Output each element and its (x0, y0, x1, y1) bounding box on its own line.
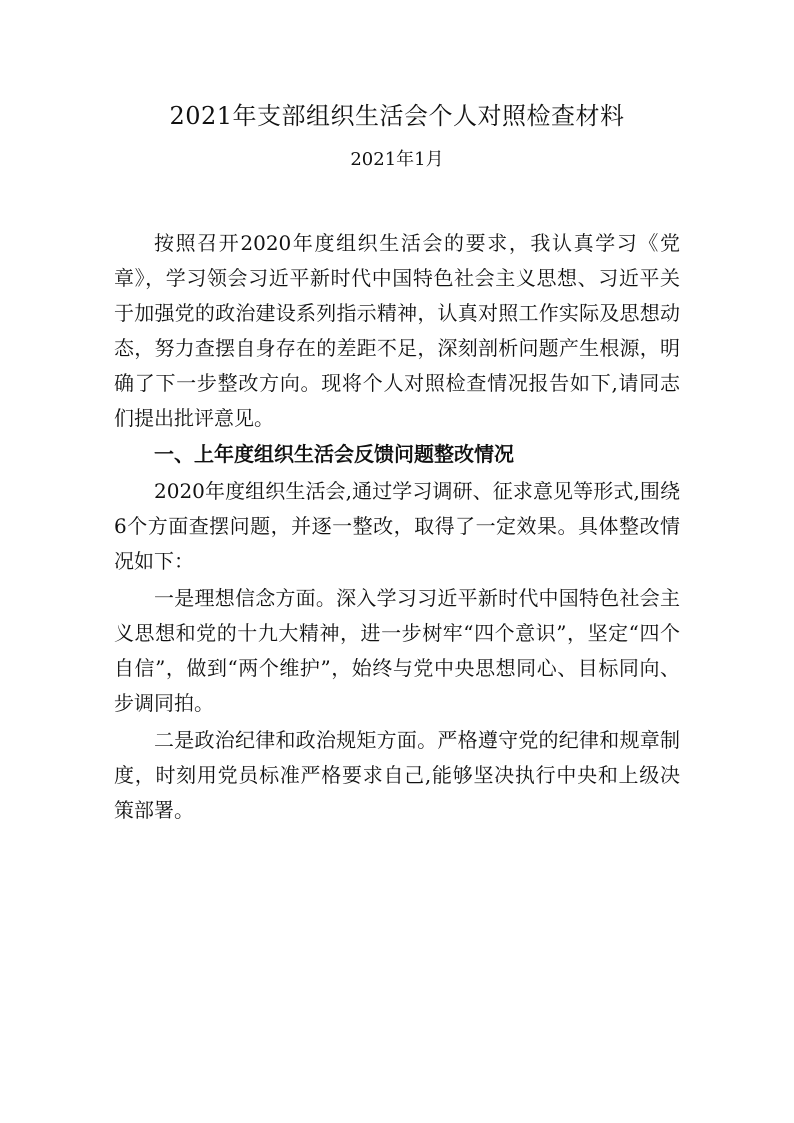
item-paragraph-discipline: 二是政治纪律和政治规矩方面。严格遵守党的纪律和规章制度，时刻用党员标准严格要求自己,能够坚决执行中央和上级决策部署。 (114, 728, 680, 822)
document-body (114, 226, 680, 828)
item-paragraph-ideals: 一是理想信念方面。深入学习习近平新时代中国特色社会主义思想和党的十九大精神，进一步树牢“四个意识”，坚定“四个自信”，做到“两个维护”，始终与党中央思想同心、目标同向、步调同拍。 (114, 586, 680, 715)
document-date: 2021年1月 (350, 149, 444, 170)
section-heading: 一、上年度组织生活会反馈问题整改情况 (154, 442, 514, 466)
section-intro-paragraph: 2020年度组织生活会,通过学习调研、征求意见等形式,围绕6个方面查摆问题，并逐一整改，取得了一定效果。具体整改情况如下： (114, 479, 680, 573)
document-title: 2021年支部组织生活会个人对照检查材料 (169, 102, 625, 130)
intro-paragraph: 按照召开2020年度组织生活会的要求，我认真学习《党章》，学习领会习近平新时代中国特色社会主义思想、习近平关于加强党的政治建设系列指示精神，认真对照工作实际及思想动态，努力查摆自身存在的差距不足，深刻剖析问题产生根源，明确了下一步整改方向。现将个人对照检查情况报告如下,请同志们提出批评意见。 (114, 231, 680, 430)
